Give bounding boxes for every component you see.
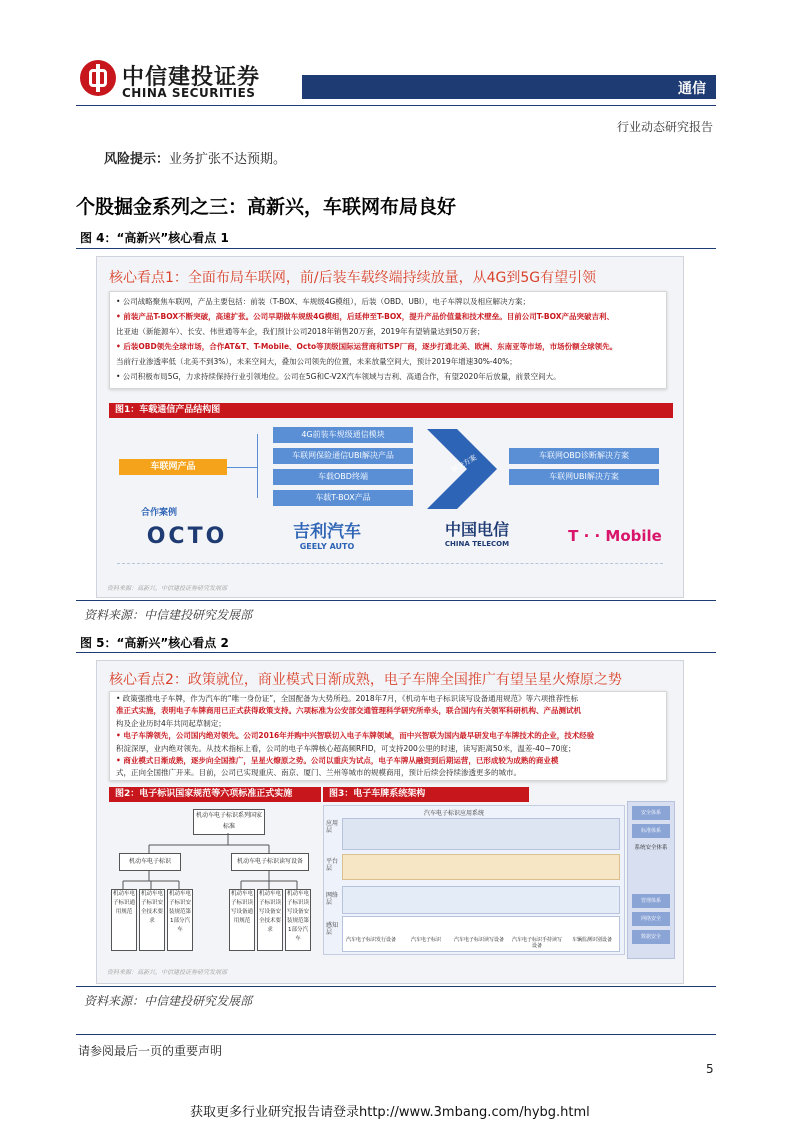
figure5-title: 核心看点2：政策就位，商业模式日渐成熟，电子车牌全国推广有望呈星火燎原之势 — [109, 672, 622, 688]
sector-label: 通信 — [678, 81, 706, 97]
figure4-banner: 图1：车载通信产品结构图 — [109, 403, 673, 418]
diagram-branch-node: 车联网保险通信UBI解决产品 — [273, 448, 413, 464]
figure5-inner-source: 资料来源：高新兴，中信建投证券研究发展部 — [107, 969, 228, 976]
bullet: • 商业模式日渐成熟，逐步向全国推广，呈星火燎原之势。公司以重庆为试点，电子车牌从融资到后期运营，已形成较为成熟的商业模 — [116, 756, 559, 766]
figure5-bottom-rule — [76, 986, 716, 987]
bullet: • 前装产品T-BOX不断突破，高速扩张。公司早期做车规级4G模组，后延伸至T-BOX，提升产品价值量和技术壁垒。目前公司T-BOX产品突破吉利、 — [116, 312, 614, 321]
partner-tmobile-logo: T · · Mobile — [568, 527, 662, 545]
figure4-image — [96, 256, 684, 598]
arch-layer-label: 感知层 — [326, 922, 339, 936]
header-sector-bar — [302, 75, 716, 99]
partner-telecom-logo — [417, 517, 537, 557]
diagram-branch-node: 车载OBD终端 — [273, 469, 413, 485]
arch-app-title: 汽车电子标识应用系统 — [424, 810, 485, 817]
bullet: 准正式实施，表明电子车牌商用已正式获得政策支持。六项标准为公安部交通管理科学研究所牵头，联合国内有关领军科研机构、产品测试机 — [116, 706, 581, 716]
security-item: 网络安全 — [632, 912, 670, 926]
tree-leaf-node: 机动车电子标识安全技术要求 — [139, 889, 165, 951]
footer-disclaimer-note: 请参阅最后一页的重要声明 — [78, 1044, 223, 1058]
bullet: 式，正向全国推广开来。目前，公司已实现重庆、南京、厦门、兰州等城市的规模商用，预计后续会持续渗透更多的城市。 — [116, 768, 521, 778]
bullet: • 政策强推电子车牌，作为汽车的“唯一身份证”，全国配备为大势所趋。2018年7月，《机动车电子标识读写设备通用规范》等六项推荐性标 — [116, 694, 579, 703]
partners-label: 合作案例 — [141, 508, 178, 518]
bullet: • 公司积极布局5G，力求持续保持行业引领地位。公司在5G和C-V2X汽车领域与吉利、高通合作，有望2020年后放量，前景空间大。 — [116, 372, 561, 381]
arch-device-label: 汽车电子标识 — [410, 937, 441, 943]
bullet: 积淀深厚，业内绝对领先。从技术指标上看，公司的电子车牌核心超高频RFID，可支持200公里的时速，读写距离50米，温差-40~70度； — [116, 743, 576, 753]
bullet: 当前行业渗透率低（北美不到3%），未来空间大，叠加公司领先的位置，未来放量空间大，预计2019年增速30%-40%； — [116, 357, 517, 366]
bullet: • 后装OBD领先全球市场，合作AT&T、T-Mobile、Octo等顶级国际运营商和TSP厂商，逐步打通北美、欧洲、东南亚等市场，市场份额全球领先。 — [116, 342, 618, 351]
section-title: 个股掘金系列之三：高新兴，车联网布局良好 — [76, 196, 457, 218]
partner-geely-logo — [267, 517, 387, 557]
tree-leaf-node: 机动车电子标识安装规范第1部分汽车 — [167, 889, 193, 951]
promo-link[interactable]: 获取更多行业研究报告请登录http://www.3mbang.com/hybg.html — [190, 1105, 590, 1120]
arch-device-label: 汽车电子标识手持读写设备 — [511, 937, 562, 949]
bullet: 比亚迪（新能源车）、长安、伟世通等车企，我们预计公司2018年销售20万套，2019年有望销量达到50万套； — [116, 327, 485, 336]
tree-leaf-node: 机动车电子标识读写设备安全技术要求 — [257, 889, 283, 951]
figure5-source: 资料来源：中信建投研究发展部 — [84, 994, 253, 1008]
arch-diagram — [323, 805, 625, 955]
security-item: 安全体系 — [632, 806, 670, 820]
tree-mid-node: 机动车电子标识读写设备 — [231, 853, 309, 871]
figure5-top-rule — [76, 652, 716, 653]
bullet: 构及企业历时4年共同起草制定； — [116, 718, 226, 728]
partner-name: 吉利汽车 — [293, 522, 361, 542]
tree-leaf-node: 机动车电子标识通用规范 — [111, 889, 137, 951]
security-item: 数据安全 — [632, 930, 670, 944]
arch-layer-label: 网络层 — [326, 892, 339, 906]
report-type: 行业动态研究报告 — [616, 120, 713, 134]
arch-device-label: 汽车电子标识读写设备 — [454, 937, 505, 943]
bullet: • 电子车牌领先，公司国内绝对领先。公司2016年并购中兴智联切入电子车牌领域，而中兴智联为国内最早研发电子车牌技术的企业，技术经验 — [116, 731, 595, 741]
page-number: 5 — [706, 1062, 714, 1076]
arch-layer-label: 应用层 — [326, 820, 339, 834]
arch-network-layer — [342, 886, 620, 914]
figure4-title: 核心看点1：全面布局车联网，前/后装车载终端持续放量，从4G到5G有望引领 — [109, 270, 597, 286]
partner-sub: CHINA TELECOM — [444, 540, 510, 548]
partner-sub: GEELY AUTO — [299, 542, 355, 551]
diagram-branch-node: 车载T-BOX产品 — [273, 490, 413, 506]
diagram-solution-node: 车联网OBD诊断解决方案 — [509, 448, 659, 464]
partner-name: 中国电信 — [444, 520, 509, 539]
arch-device-label: 车辆监测识别设备 — [571, 937, 612, 943]
figure5-caption: 图 5：“高新兴”核心看点 2 — [80, 636, 229, 650]
risk-label: 风险提示： — [104, 152, 170, 167]
company-name-cn: 中信建投证券 — [122, 65, 261, 90]
figure4-bullets — [109, 291, 667, 389]
risk-text: 业务扩张不达预期。 — [169, 152, 287, 167]
figure4-source: 资料来源：中信建投研究发展部 — [84, 608, 253, 622]
connector — [257, 434, 258, 498]
header-divider — [76, 105, 716, 106]
arch-layer-label: 平台层 — [326, 858, 339, 872]
security-item: 标准体系 — [632, 824, 670, 838]
diagram-arrow-label: 解决方案 — [449, 453, 479, 475]
partner-octo-logo: OCTO — [146, 524, 228, 549]
security-item: 系统安全体系 — [634, 845, 668, 851]
risk-warning — [104, 148, 286, 167]
figure5-banner-right: 图3：电子车牌系统架构 — [323, 787, 529, 802]
arch-device-label: 汽车电子标识发行设备 — [346, 937, 397, 943]
arch-perception-layer — [342, 916, 620, 952]
footer-divider — [76, 1034, 716, 1035]
tree-root-node: 机动车电子标识系列国家标准 — [193, 809, 265, 835]
diagram-branch-node: 4G前装车规级通信模块 — [273, 427, 413, 443]
bullet: • 公司战略聚焦车联网，产品主要包括：前装（T-BOX、车规级4G模组），后装（OBD、UBI），电子车牌以及相应解决方案； — [116, 297, 530, 306]
diagram-root-node: 车联网产品 — [119, 459, 227, 475]
figure5-bullets — [109, 691, 667, 781]
arch-security-column — [627, 801, 675, 959]
company-name-en: CHINA SECURITIES — [122, 86, 256, 100]
arch-platform-layer — [342, 854, 620, 880]
partner-detail-strip — [117, 563, 663, 584]
diagram-solution-node: 车联网UBI解决方案 — [509, 469, 659, 485]
figure4-inner-source: 资料来源：高新兴，中信建投证券研究发展部 — [107, 585, 228, 592]
figure4-caption: 图 4：“高新兴”核心看点 1 — [80, 231, 229, 245]
figure4-top-rule — [76, 248, 716, 249]
figure5-image — [96, 660, 684, 984]
tree-mid-node: 机动车电子标识 — [119, 853, 181, 871]
figure5-banner-left: 图2：电子标识国家规范等六项标准正式实施 — [109, 787, 321, 802]
arch-app-layer — [342, 818, 620, 850]
security-item: 管理体系 — [632, 894, 670, 908]
tree-leaf-node: 机动车电子标识读写设备安装规范第1部分汽车 — [285, 889, 311, 951]
company-logo-icon — [80, 60, 116, 96]
figure4-bottom-rule — [76, 600, 716, 601]
tree-leaf-node: 机动车电子标识读写设备通用规范 — [229, 889, 255, 951]
connector — [227, 467, 257, 468]
